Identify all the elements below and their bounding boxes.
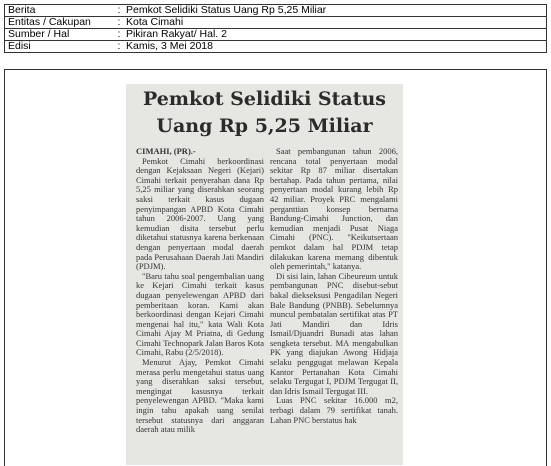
metadata-value: Pikiran Rakyat/ Hal. 2	[123, 29, 547, 41]
metadata-value: Kota Cimahi	[123, 17, 547, 29]
headline-line-2: Uang Rp 5,25 Miliar	[156, 115, 373, 137]
metadata-separator: :	[115, 17, 123, 29]
metadata-key: Edisi	[5, 41, 116, 53]
metadata-separator: :	[115, 41, 123, 53]
article-paragraph: Saat pembangunan tahun 2006, rencana total penyertaan modal sekitar Rp 87 miliar disertakan bertahap. Pada tahun pertama, nilai penyertaan modal kurang lebih Rp 42 miliar. Proyek PRC mengalami perganttian konsep bernama Bandung-Cimahi Junction, dan kemudian menjadi Pusat Niaga Cimahi (PNC). "Keikutsertaan pemkot dalam hal PDJM tetap dilakukan karena memang dibentuk oleh pemerintah," katanya.	[270, 146, 398, 272]
article-paragraph: Menurut Ajay, Pemkot Cimahi merasa perlu mengetahui status uang yang diserahkan saksi tersebut, mengingat kasusnya terkait penyelewengan APBD. "Maka kami ingin tahu apakah uang senilai tersebut statusnya dari anggaran daerah atau milik	[136, 357, 264, 435]
metadata-separator: :	[115, 5, 123, 17]
article-column-right	[270, 147, 398, 425]
metadata-key: Sumber / Hal	[5, 29, 116, 41]
metadata-key: Entitas / Cakupan	[5, 17, 116, 29]
metadata-row-edisi	[5, 41, 547, 53]
metadata-row-entitas	[5, 17, 547, 29]
metadata-key: Berita	[5, 5, 116, 17]
metadata-value: Pemkot Selidiki Status Uang Rp 5,25 Miliar	[123, 5, 547, 17]
article-paragraph: "Baru tahu soal pengembalian uang ke Kejari Cimahi terkait kasus dugaan penyelewengan APBD dari pemberitaan koran. Kami akan berkoordinasi dengan Kejari Cimahi mengenai hal itu," kata Wali Kota Cimahi Ajay M Priatna, di Gedung Cimahi Technopark Jalan Baros Kota Cimahi, Rabu (2/5/2018).	[136, 270, 264, 358]
article-paragraph: Luas PNC sekitar 16.000 m2, terbagi dalam 79 sertifikat tanah. Lahan PNC berstatus hak	[270, 395, 398, 425]
metadata-value: Kamis, 3 Mei 2018	[123, 41, 547, 53]
metadata-row-sumber	[5, 29, 547, 41]
metadata-row-berita	[5, 5, 547, 17]
article-column-left	[136, 147, 264, 435]
metadata-table	[4, 4, 547, 53]
article-headline	[126, 86, 403, 140]
article-paragraph: Di sisi lain, lahan Cibeureum untuk pembangunan PNC disebut-sebut bakal diekseksusi Pengadilan Negeri Bale Bandung (PNBB). Sebelumnya muncul pembatalan sertifikat atas PT Jati Mandiri dan Idris Ismail/Djuandri Bunadi atas lahan sengketa tersebut. MA mengabulkan PK yang diajukan Awong Hidjaja selaku penggugat melawan Kepala Kantor Pertanahan Kota Cimahi selaku Tergugat I, PDJM Tergugat II, dan Idris Ismail Tergugat III.	[270, 270, 398, 396]
metadata-separator: :	[115, 29, 123, 41]
headline-line-1: Pemkot Selidiki Status	[142, 88, 387, 110]
article-paragraph: Pemkot Cimahi berkoordinasi dengan Kejaksaan Negeri (Kejari) Cimahi terkait penyerahan dana Rp 5,25 miliar yang diserahkan seorang saksi terkait kasus dugaan penyimpangan APBD Kota Cimahi tahun 2006-2007. Uang yang kemudian disita tersebut perlu diketahui statusnya karena berkenaan dengan penyertaan modal daerah pada Perusahaan Daerah Jati Mandiri (PDJM).	[136, 155, 264, 272]
article-dateline: CIMAHI, (PR).-	[136, 146, 196, 156]
newspaper-clipping	[126, 84, 403, 465]
